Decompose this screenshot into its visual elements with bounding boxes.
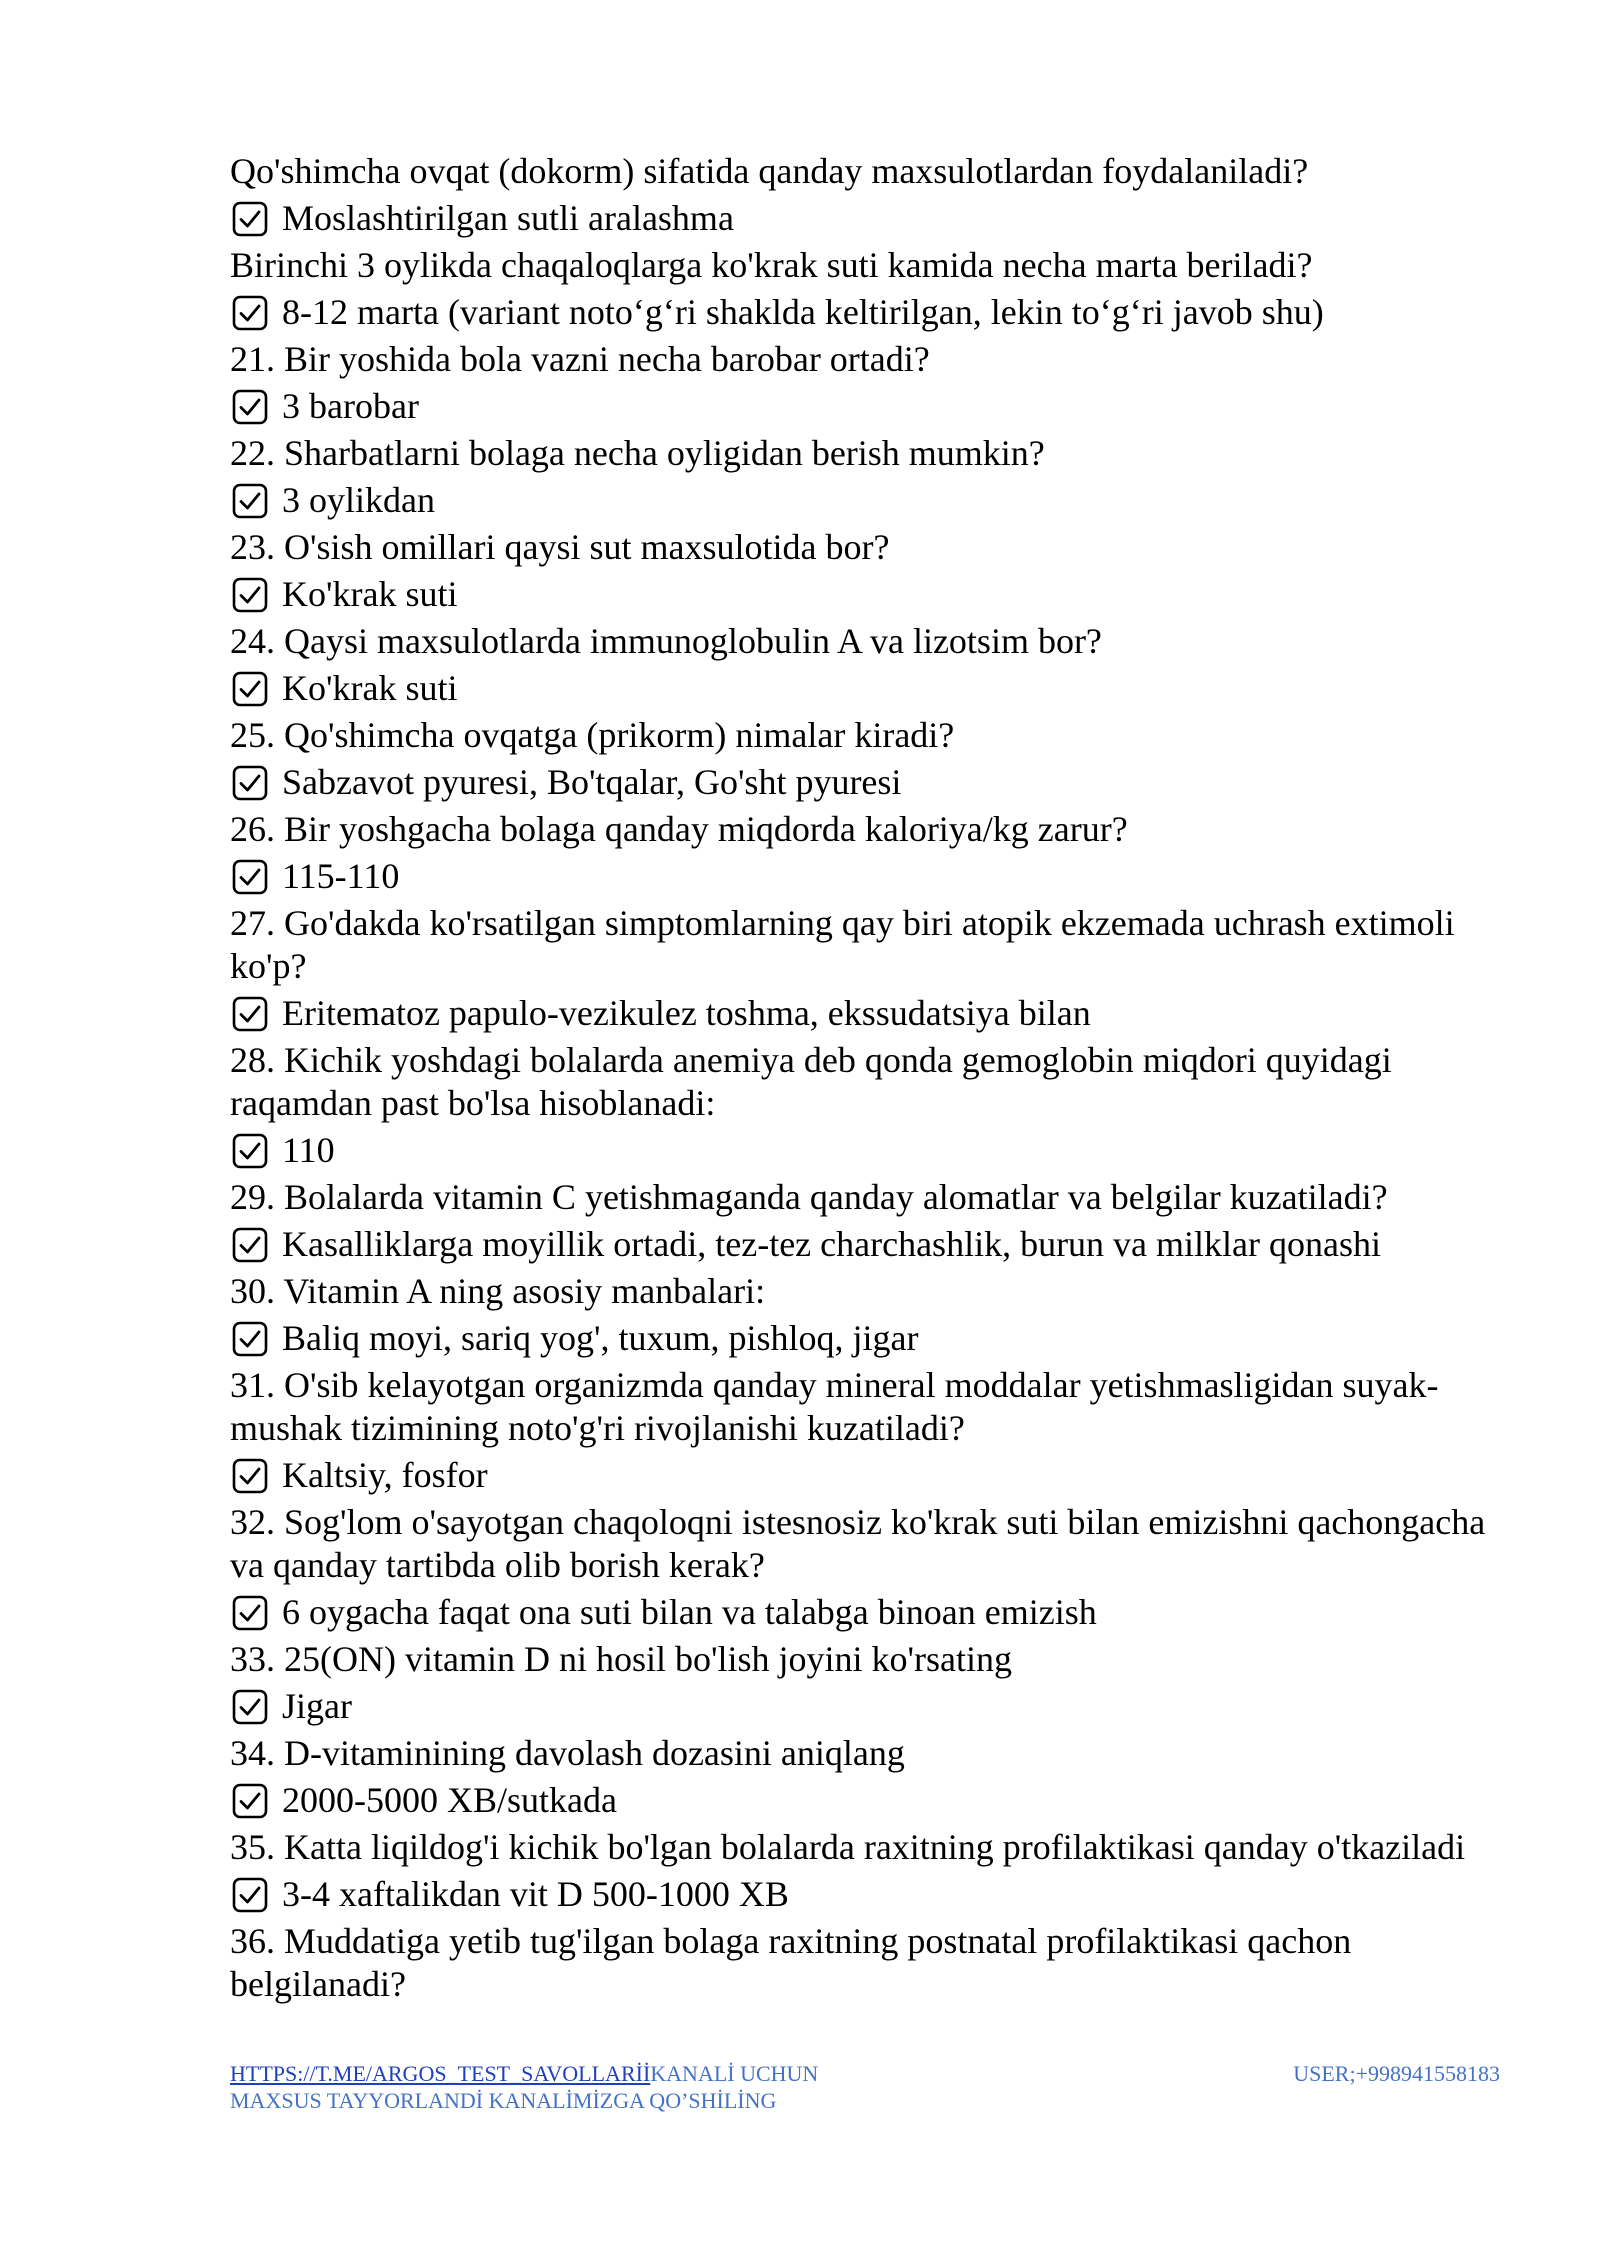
- checked-box-icon: [232, 1595, 268, 1631]
- answer-row: [230, 1450, 1500, 1501]
- answer-text: 8-12 marta (variant noto‘g‘ri shaklda keltirilgan, lekin to‘g‘ri javob shu): [282, 292, 1324, 332]
- answer-text: 6 oygacha faqat ona suti bilan va talabga binoan emizish: [282, 1592, 1097, 1632]
- answer-text: Sabzavot pyuresi, Bo'tqalar, Go'sht pyuresi: [282, 762, 902, 802]
- answer-row: [230, 1125, 1500, 1176]
- checked-box-icon: [232, 671, 268, 707]
- question-text: Birinchi 3 oylikda chaqaloqlarga ko'krak suti kamida necha marta beriladi?: [230, 245, 1313, 285]
- answer-row: [230, 1587, 1500, 1638]
- question-text: 25. Qo'shimcha ovqatga (prikorm) nimalar kiradi?: [230, 715, 955, 755]
- answer-row: [230, 757, 1500, 808]
- question-text: 23. O'sish omillari qaysi sut maxsulotida bor?: [230, 527, 890, 567]
- answer-row: [230, 1869, 1500, 1920]
- question-text: 34. D-vitaminining davolash dozasini aniqlang: [230, 1733, 905, 1773]
- question-text: 27. Go'dakda ko'rsatilgan simptomlarning qay biri atopik ekzemada uchrash extimoli ko'p?: [230, 903, 1455, 986]
- footer-channel-note: [230, 2060, 830, 2114]
- answer-row: [230, 851, 1500, 902]
- footer-channel-text: KANALİ UCHUN MAXSUS TAYYORLANDİ KANALİMİZGA QO’SHİLİNG: [230, 2061, 819, 2113]
- checked-box-icon: [232, 201, 268, 237]
- question-text: Qo'shimcha ovqat (dokorm) sifatida qanday maxsulotlardan foydalaniladi?: [230, 151, 1309, 191]
- answer-text: 3 barobar: [282, 386, 419, 426]
- question-list: [230, 150, 1500, 2006]
- answer-row: [230, 988, 1500, 1039]
- answer-row: [230, 569, 1500, 620]
- footer-user-contact: USER;+998941558183: [1293, 2061, 1500, 2086]
- checked-box-icon: [232, 577, 268, 613]
- answer-text: 3 oylikdan: [282, 480, 435, 520]
- checked-box-icon: [232, 1783, 268, 1819]
- question-text: 35. Katta liqildog'i kichik bo'lgan bolalarda raxitning profilaktikasi qanday o'tkaziladi: [230, 1827, 1466, 1867]
- answer-row: [230, 1681, 1500, 1732]
- question-text: 24. Qaysi maxsulotlarda immunoglobulin A va lizotsim bor?: [230, 621, 1102, 661]
- answer-text: 110: [282, 1130, 335, 1170]
- checked-box-icon: [232, 1458, 268, 1494]
- answer-text: Kaltsiy, fosfor: [282, 1455, 488, 1495]
- answer-text: Moslashtirilgan sutli aralashma: [282, 198, 734, 238]
- question-text: 33. 25(ON) vitamin D ni hosil bo'lish joyini ko'rsating: [230, 1639, 1012, 1679]
- answer-row: [230, 1775, 1500, 1826]
- question-text: 31. O'sib kelayotgan organizmda qanday mineral moddalar yetishmasligidan suyak-mushak tizimining noto'g'ri rivojlanishi kuzatiladi?: [230, 1365, 1439, 1448]
- answer-row: [230, 287, 1500, 338]
- telegram-channel-link[interactable]: HTTPS://T.ME/ARGOS_TEST_SAVOLLARİİ: [230, 2061, 651, 2086]
- question-text: 21. Bir yoshida bola vazni necha barobar ortadi?: [230, 339, 930, 379]
- checked-box-icon: [232, 1227, 268, 1263]
- checked-box-icon: [232, 483, 268, 519]
- checked-box-icon: [232, 859, 268, 895]
- answer-row: [230, 663, 1500, 714]
- checked-box-icon: [232, 1689, 268, 1725]
- question-text: 26. Bir yoshgacha bolaga qanday miqdorda kaloriya/kg zarur?: [230, 809, 1128, 849]
- answer-text: Eritematoz papulo-vezikulez toshma, ekssudatsiya bilan: [282, 993, 1091, 1033]
- answer-row: [230, 381, 1500, 432]
- question-text: 22. Sharbatlarni bolaga necha oyligidan berish mumkin?: [230, 433, 1045, 473]
- checked-box-icon: [232, 1877, 268, 1913]
- answer-text: Ko'krak suti: [282, 668, 458, 708]
- question-text: 28. Kichik yoshdagi bolalarda anemiya deb qonda gemoglobin miqdori quyidagi raqamdan past bo'lsa hisoblanadi:: [230, 1040, 1392, 1123]
- question-text: 32. Sog'lom o'sayotgan chaqoloqni istesnosiz ko'krak suti bilan emizishni qachongacha va qanday tartibda olib borish kerak?: [230, 1502, 1486, 1585]
- checked-box-icon: [232, 389, 268, 425]
- answer-row: [230, 1313, 1500, 1364]
- answer-text: Jigar: [282, 1686, 352, 1726]
- answer-text: 115-110: [282, 856, 400, 896]
- question-text: 29. Bolalarda vitamin C yetishmaganda qanday alomatlar va belgilar kuzatiladi?: [230, 1177, 1388, 1217]
- checked-box-icon: [232, 765, 268, 801]
- answer-text: Baliq moyi, sariq yog', tuxum, pishloq, jigar: [282, 1318, 919, 1358]
- answer-text: 2000-5000 XB/sutkada: [282, 1780, 617, 1820]
- question-text: 30. Vitamin A ning asosiy manbalari:: [230, 1271, 766, 1311]
- answer-text: 3-4 xaftalikdan vit D 500-1000 XB: [282, 1874, 789, 1914]
- question-text: 36. Muddatiga yetib tug'ilgan bolaga raxitning postnatal profilaktikasi qachon belgilanadi?: [230, 1921, 1352, 2004]
- checked-box-icon: [232, 1133, 268, 1169]
- answer-row: [230, 193, 1500, 244]
- checked-box-icon: [232, 996, 268, 1032]
- answer-text: Ko'krak suti: [282, 574, 458, 614]
- answer-row: [230, 1219, 1500, 1270]
- checked-box-icon: [232, 1321, 268, 1357]
- answer-text: Kasalliklarga moyillik ortadi, tez-tez charchashlik, burun va milklar qonashi: [282, 1224, 1382, 1264]
- checked-box-icon: [232, 295, 268, 331]
- answer-row: [230, 475, 1500, 526]
